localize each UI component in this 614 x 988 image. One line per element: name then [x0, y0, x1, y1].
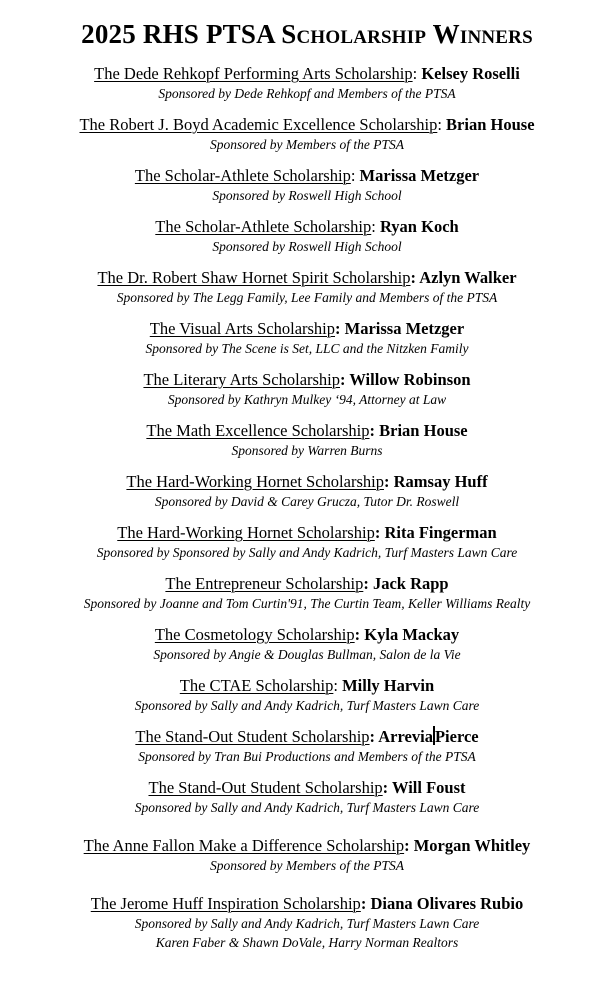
- sponsor-line: Sponsored by Kathryn Mulkey ‘94, Attorney at Law: [167, 391, 447, 407]
- entry-heading: [0, 420, 614, 441]
- colon-separator: :: [410, 267, 420, 287]
- winner-name: Jack Rapp: [372, 573, 449, 593]
- scholarship-title: The Scholar-Athlete Scholarship: [155, 216, 372, 236]
- scholarship-title: The Dede Rehkopf Performing Arts Scholarship: [94, 63, 413, 83]
- scholarship-title: The Hard-Working Hornet Scholarship: [126, 471, 384, 491]
- winner-name: Ramsay Huff: [393, 471, 488, 491]
- entry-heading: [0, 369, 614, 390]
- scholarship-entry: [0, 893, 614, 952]
- sponsor-line: Sponsored by Sally and Andy Kadrich, Turf Masters Lawn Care: [134, 799, 480, 815]
- colon-separator: :: [363, 573, 373, 593]
- sponsor-line: Sponsored by Joanne and Tom Curtin'91, The Curtin Team, Keller Williams Realty: [83, 595, 531, 611]
- entry-heading: [0, 726, 614, 747]
- winner-name: Kyla Mackay: [364, 624, 460, 644]
- scholarship-title: The Robert J. Boyd Academic Excellence Scholarship: [79, 114, 438, 134]
- winner-name: Rita Fingerman: [384, 522, 497, 542]
- sponsor-line: Sponsored by Sally and Andy Kadrich, Turf Masters Lawn Care: [134, 915, 480, 931]
- scholarship-entry: [0, 420, 614, 460]
- colon-separator: :: [437, 114, 447, 134]
- winner-name: Marissa Metzger: [344, 318, 465, 338]
- colon-separator: :: [412, 63, 422, 83]
- colon-separator: :: [374, 522, 385, 542]
- entry-heading: [0, 777, 614, 798]
- entry-heading: [0, 114, 614, 135]
- scholarship-list: [0, 63, 614, 952]
- scholarship-entry: [0, 63, 614, 103]
- winner-name: Diana Olivares Rubio: [370, 893, 524, 913]
- sponsor-line: Sponsored by Sally and Andy Kadrich, Turf Masters Lawn Care: [134, 697, 480, 713]
- scholarship-entry: [0, 165, 614, 205]
- winner-name: Arrevia Pierce: [378, 726, 479, 746]
- scholarship-title: The Scholar-Athlete Scholarship: [134, 165, 351, 185]
- winner-name: Brian House: [379, 420, 468, 440]
- sponsor-line: Sponsored by Members of the PTSA: [209, 857, 405, 873]
- colon-separator: :: [382, 777, 392, 797]
- entry-heading: [0, 63, 614, 84]
- scholarship-title: The Math Excellence Scholarship: [146, 420, 370, 440]
- scholarship-title: The Hard-Working Hornet Scholarship: [117, 522, 375, 542]
- sponsor-line: Sponsored by Roswell High School: [212, 187, 402, 203]
- scholarship-title: The Stand-Out Student Scholarship: [135, 726, 370, 746]
- entry-heading: [0, 573, 614, 594]
- entry-heading: [0, 318, 614, 339]
- entry-heading: [0, 624, 614, 645]
- sponsor-line: Sponsored by The Scene is Set, LLC and the Nitzken Family: [145, 340, 469, 356]
- scholarship-title: The Entrepreneur Scholarship: [165, 573, 364, 593]
- scholarship-entry: [0, 726, 614, 766]
- winner-name: Kelsey Roselli: [421, 63, 520, 83]
- sponsor-line: Sponsored by Roswell High School: [212, 238, 402, 254]
- scholarship-entry: [0, 777, 614, 817]
- colon-separator: :: [383, 471, 394, 491]
- page-title: 2025 RHS PTSA Scholarship Winners: [81, 19, 533, 49]
- scholarship-entry: [0, 216, 614, 256]
- scholarship-entry: [0, 522, 614, 562]
- sponsor-line: Karen Faber & Shawn DoVale, Harry Norman Realtors: [155, 934, 459, 950]
- entry-heading: [0, 471, 614, 492]
- text-cursor: [433, 726, 435, 745]
- entry-heading: [0, 267, 614, 288]
- entry-heading: [0, 216, 614, 237]
- scholarship-title: The Dr. Robert Shaw Hornet Spirit Scholarship: [97, 267, 411, 287]
- scholarship-title: The Visual Arts Scholarship: [149, 318, 336, 338]
- sponsor-line: Sponsored by Warren Burns: [231, 442, 383, 458]
- winner-name: Morgan Whitley: [413, 835, 531, 855]
- winner-name: Brian House: [446, 114, 535, 134]
- scholarship-entry: [0, 573, 614, 613]
- sponsor-line: Sponsored by Tran Bui Productions and Members of the PTSA: [138, 748, 476, 764]
- scholarship-title: The Jerome Huff Inspiration Scholarship: [90, 893, 361, 913]
- scholarship-entry: [0, 471, 614, 511]
- winner-name: Azlyn Walker: [419, 267, 517, 287]
- sponsor-line: Sponsored by The Legg Family, Lee Family and Members of the PTSA: [116, 289, 498, 305]
- entry-heading: [0, 675, 614, 696]
- winner-name: Will Foust: [392, 777, 466, 797]
- scholarship-entry: [0, 835, 614, 875]
- sponsor-line: Sponsored by Sponsored by Sally and Andy Kadrich, Turf Masters Lawn Care: [96, 544, 518, 560]
- entry-heading: [0, 893, 614, 914]
- colon-separator: :: [333, 675, 343, 695]
- scholarship-entry: [0, 369, 614, 409]
- colon-separator: :: [369, 420, 380, 440]
- entry-heading: [0, 835, 614, 856]
- scholarship-title: The Stand-Out Student Scholarship: [148, 777, 383, 797]
- colon-separator: :: [354, 624, 365, 644]
- colon-separator: :: [404, 835, 414, 855]
- scholarship-entry: [0, 624, 614, 664]
- colon-separator: :: [369, 726, 379, 746]
- sponsor-line: Sponsored by Members of the PTSA: [209, 136, 405, 152]
- colon-separator: :: [371, 216, 380, 236]
- sponsor-line: Sponsored by Dede Rehkopf and Members of the PTSA: [158, 85, 456, 101]
- sponsor-line: Sponsored by Angie & Douglas Bullman, Salon de la Vie: [153, 646, 461, 662]
- entry-heading: [0, 522, 614, 543]
- scholarship-title: The Anne Fallon Make a Difference Scholarship: [83, 835, 405, 855]
- entry-heading: [0, 165, 614, 186]
- colon-separator: :: [335, 318, 345, 338]
- scholarship-entry: [0, 675, 614, 715]
- scholarship-title: The Literary Arts Scholarship: [143, 369, 341, 389]
- scholarship-entry: [0, 114, 614, 154]
- scholarship-title: The CTAE Scholarship: [179, 675, 334, 695]
- scholarship-title: The Cosmetology Scholarship: [154, 624, 355, 644]
- colon-separator: :: [360, 893, 371, 913]
- scholarship-entry: [0, 267, 614, 307]
- winner-name: Milly Harvin: [342, 675, 435, 695]
- winner-name: Marissa Metzger: [359, 165, 480, 185]
- colon-separator: :: [340, 369, 350, 389]
- sponsor-line: Sponsored by David & Carey Grucza, Tutor Dr. Roswell: [154, 493, 460, 509]
- colon-separator: :: [350, 165, 360, 185]
- winner-name: Willow Robinson: [349, 369, 471, 389]
- scholarship-entry: [0, 318, 614, 358]
- winner-name: Ryan Koch: [379, 216, 459, 236]
